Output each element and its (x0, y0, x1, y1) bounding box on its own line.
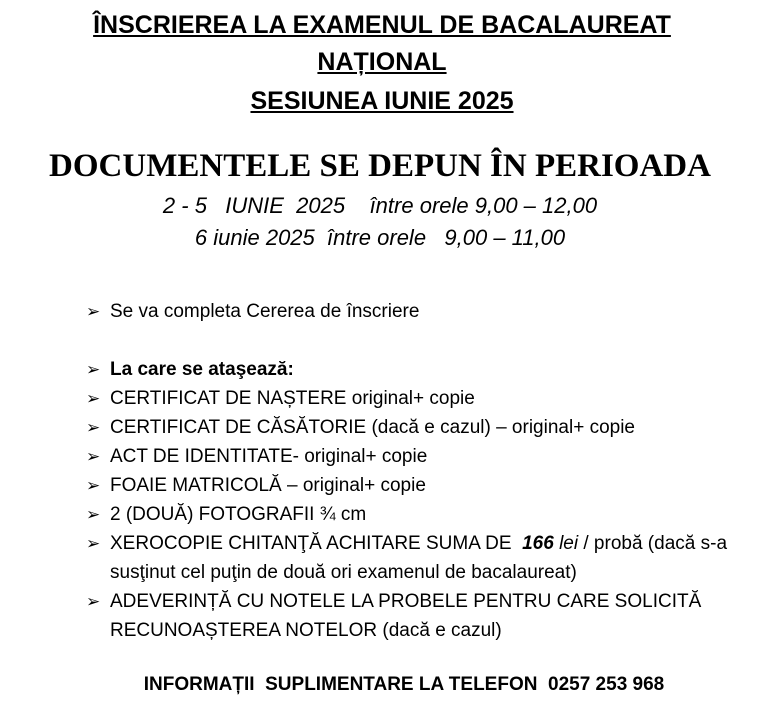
item-text: 2 (DOUĂ) FOTOGRAFII ¾ cm (110, 504, 367, 525)
attachments-heading: La care se ataşează: (110, 359, 294, 380)
receipt-amount: 166 (522, 533, 554, 554)
application-list (86, 297, 746, 326)
arrow-bullet-icon: ➢ (86, 302, 101, 321)
arrow-bullet-icon: ➢ (86, 476, 101, 495)
list-item (86, 471, 746, 500)
item-text: CERTIFICAT DE CĂSĂTORIE (dacă e cazul) – original+ copie (110, 417, 635, 438)
arrow-bullet-icon: ➢ (86, 534, 101, 553)
item-text: Se va completa Cererea de înscriere (110, 301, 420, 322)
item-text: CERTIFICAT DE NAȘTERE original+ copie (110, 388, 475, 409)
receipt-text-prefix: XEROCOPIE CHITANŢĂ ACHITARE SUMA DE (110, 533, 523, 554)
contact-info: INFORMAȚII SUPLIMENTARE LA TELEFON 0257 253 968 (143, 674, 665, 695)
list-item (86, 384, 746, 413)
attachments-list (86, 355, 746, 645)
documents-heading: DOCUMENTELE SE DEPUN ÎN PERIOADA (49, 148, 711, 184)
arrow-bullet-icon: ➢ (86, 418, 101, 437)
title-line-3: SESIUNEA IUNIE 2025 (250, 87, 514, 115)
list-item (86, 500, 746, 529)
arrow-bullet-icon: ➢ (86, 592, 101, 611)
list-item (86, 529, 746, 587)
arrow-bullet-icon: ➢ (86, 447, 101, 466)
item-text: ADEVERINȚĂ CU NOTELE LA PROBELE PENTRU CARE SOLICITĂ RECUNOAȘTEREA NOTELOR (dacă e cazul) (110, 591, 702, 641)
item-text: ACT DE IDENTITATE- original+ copie (110, 446, 428, 467)
list-item (86, 442, 746, 471)
item-text: FOAIE MATRICOLĂ – original+ copie (110, 475, 426, 496)
list-item (86, 297, 746, 326)
list-item (86, 355, 746, 384)
arrow-bullet-icon: ➢ (86, 360, 101, 379)
title-line-1: ÎNSCRIEREA LA EXAMENUL DE BACALAUREAT (93, 11, 671, 39)
arrow-bullet-icon: ➢ (86, 389, 101, 408)
period-line-1: 2 - 5 IUNIE 2025 între orele 9,00 – 12,00 (162, 193, 598, 218)
list-item (86, 587, 746, 645)
list-item (86, 413, 746, 442)
receipt-currency: lei (559, 533, 579, 554)
period-line-2: 6 iunie 2025 între orele 9,00 – 11,00 (194, 225, 566, 250)
receipt-text-suffix: / probă (dacă s-a susţinut cel puţin de două ori examenul de bacalaureat) (110, 533, 728, 583)
arrow-bullet-icon: ➢ (86, 505, 101, 524)
title-line-2: NAȚIONAL (317, 48, 447, 76)
